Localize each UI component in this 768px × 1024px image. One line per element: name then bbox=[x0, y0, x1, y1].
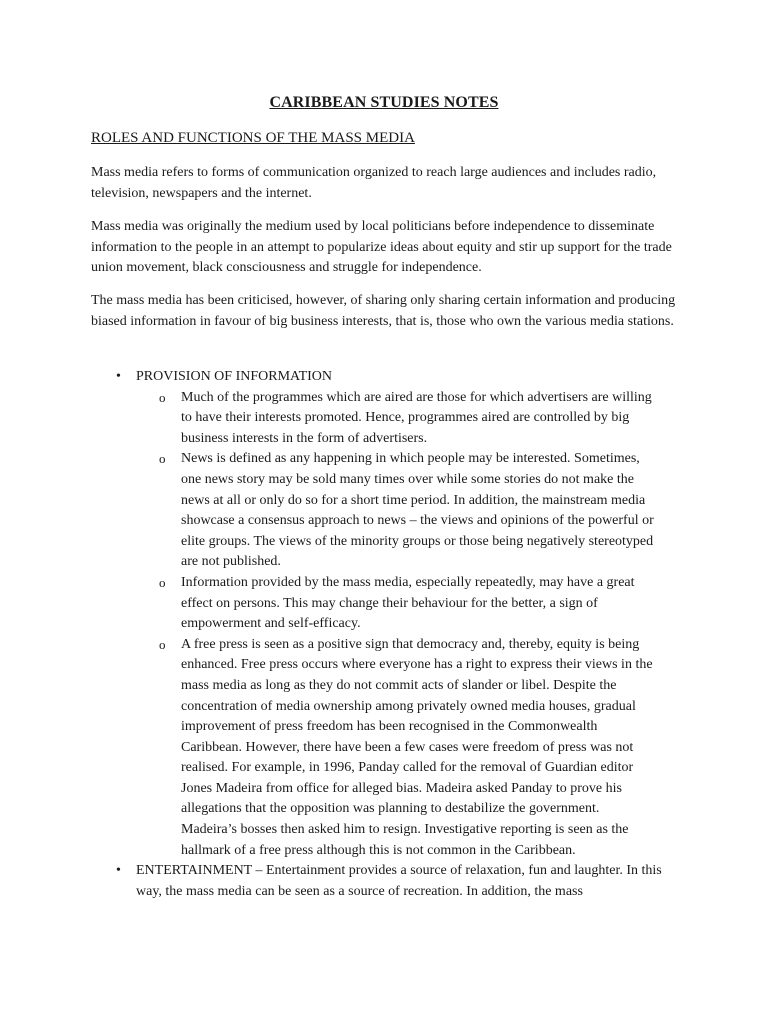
sub-list-item bbox=[136, 449, 656, 573]
bullet-list bbox=[91, 367, 691, 902]
sub-list-item bbox=[136, 573, 656, 635]
sub-item-text: Much of the programmes which are aired are those for which advertisers are willing to have their interests promoted. Hence, programmes aired are controlled by big business interests in the form of advertisers. bbox=[181, 389, 652, 446]
sub-marker: o bbox=[159, 389, 166, 405]
sub-marker: o bbox=[159, 451, 166, 467]
bullet-label: PROVISION OF INFORMATION bbox=[136, 369, 333, 384]
sub-item-text: News is defined as any happening in which people may be interested. Sometimes, one news story may be sold many times over while some stories do not make the news at all or only do so for a short time period. In addition, the mainstream media showcase a consensus approach to news – the views and opinions of the powerful or elite groups. The views of the minority groups or those being negatively stereotyped are not published. bbox=[181, 451, 654, 570]
bullet-marker: • bbox=[116, 369, 121, 384]
bullet-item bbox=[91, 367, 691, 861]
sub-list bbox=[136, 388, 691, 862]
sub-marker: o bbox=[159, 636, 166, 652]
bullet-item bbox=[91, 861, 691, 902]
paragraph: Mass media was originally the medium used by local politicians before independence to disseminate information to the people in an attempt to popularize ideas about equity and stir up support for the trade union movement, black consciousness and struggle for independence. bbox=[91, 219, 672, 276]
paragraph: Mass media refers to forms of communication organized to reach large audiences and includes radio, television, newspapers and the internet. bbox=[91, 165, 657, 201]
sub-list-item bbox=[136, 635, 656, 862]
sub-item-text: Information provided by the mass media, especially repeatedly, may have a great effect on persons. This may change their behaviour for the better, a sign of empowerment and self-efficacy. bbox=[181, 574, 635, 632]
section-heading: ROLES AND FUNCTIONS OF THE MASS MEDIA bbox=[91, 130, 415, 146]
bullet-marker: • bbox=[116, 863, 121, 879]
sub-marker: o bbox=[159, 574, 166, 590]
paragraph: The mass media has been criticised, however, of sharing only sharing certain information and producing biased information in favour of big business interests, that is, those who own the various media stations. bbox=[91, 293, 676, 329]
sub-item-text: A free press is seen as a positive sign that democracy and, thereby, equity is being enhanced. Free press occurs where everyone has a right to express their views in the mass media as long as they do not commit acts of slander or libel. Despite the concentration of media ownership among privately owned media houses, gradual improvement of press freedom has been recognised in the Commonwealth Caribbean. However, there have been a few cases were freedom of press was not realised. For example, in 1996, Panday called for the removal of Guardian editor Jones Madeira from office for alleged bias. Madeira asked Panday to prove his allegations that the opposition was planning to destabilize the government. Madeira’s bosses then asked him to resign. Investigative reporting is seen as the hallmark of a free press although this is not common in the Caribbean. bbox=[181, 636, 653, 858]
sub-list-item bbox=[136, 388, 656, 450]
bullet-label: ENTERTAINMENT – Entertainment provides a source of relaxation, fun and laughter. In this way, the mass media can be seen as a source of recreation. In addition, the mass bbox=[136, 863, 662, 899]
document-title: CARIBBEAN STUDIES NOTES bbox=[269, 94, 499, 111]
